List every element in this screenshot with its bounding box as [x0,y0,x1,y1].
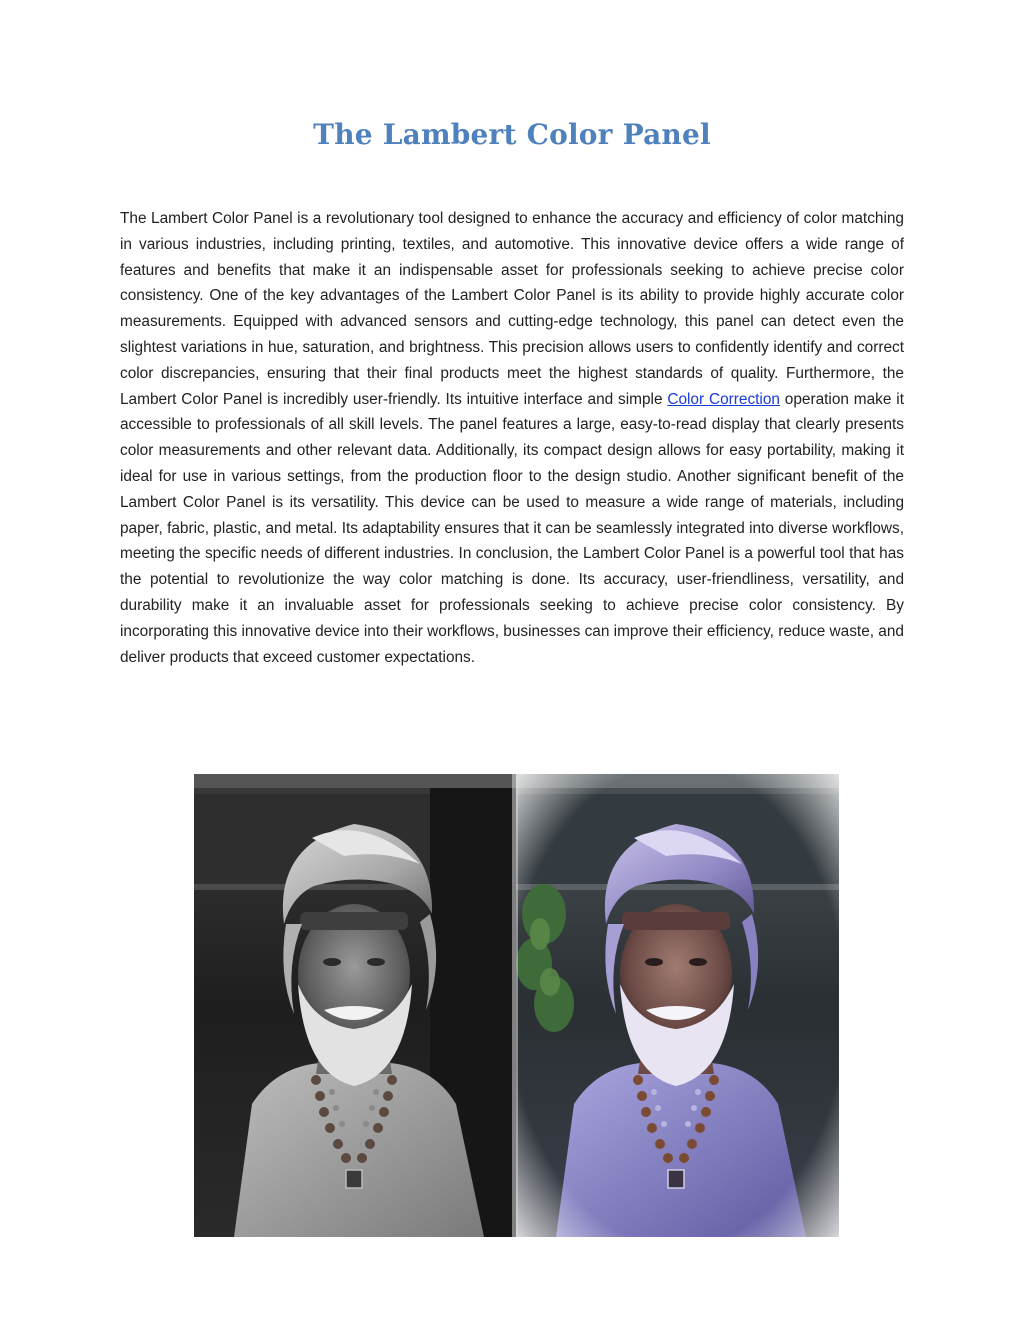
before-after-photo [194,774,839,1237]
color-correction-link[interactable]: Color Correction [667,390,780,408]
paragraph-text-after-link: operation make it accessible to professionals of all skill levels. The panel features a large, easy-to-read display that clearly presents color measurements and other relevant data. Additionally, its compact design allows for easy portability, making it ideal for use in various settings, from the production floor to the design studio. Another significant benefit of the Lambert Color Panel is its versatility. This device can be used to measure a wide range of materials, including paper, fabric, plastic, and metal. Its adaptability ensures that it can be seamlessly integrated into diverse workflows, meeting the specific needs of different industries. In conclusion, the Lambert Color Panel is a powerful tool that has the potential to revolutionize the way color matching is done. Its accuracy, user-friendliness, versatility, and durability make it an invaluable asset for professionals seeking to achieve precise color consistency. By incorporating this innovative device into their workflows, businesses can improve their efficiency, reduce waste, and deliver products that exceed customer expectations. [120,390,904,666]
portrait-comparison-image [194,774,839,1237]
page-title: The Lambert Color Panel [313,118,711,151]
body-paragraph [120,206,904,670]
paragraph-text-before-link: The Lambert Color Panel is a revolutionary tool designed to enhance the accuracy and efficiency of color matching in various industries, including printing, textiles, and automotive. This innovative device offers a wide range of features and benefits that make it an indispensable asset for professionals seeking to achieve precise color consistency. One of the key advantages of the Lambert Color Panel is its ability to provide highly accurate color measurements. Equipped with advanced sensors and cutting-edge technology, this panel can detect even the slightest variations in hue, saturation, and brightness. This precision allows users to confidently identify and correct color discrepancies, ensuring that their final products meet the highest standards of quality. Furthermore, the Lambert Color Panel is incredibly user-friendly. Its intuitive interface and simple [120,210,904,408]
